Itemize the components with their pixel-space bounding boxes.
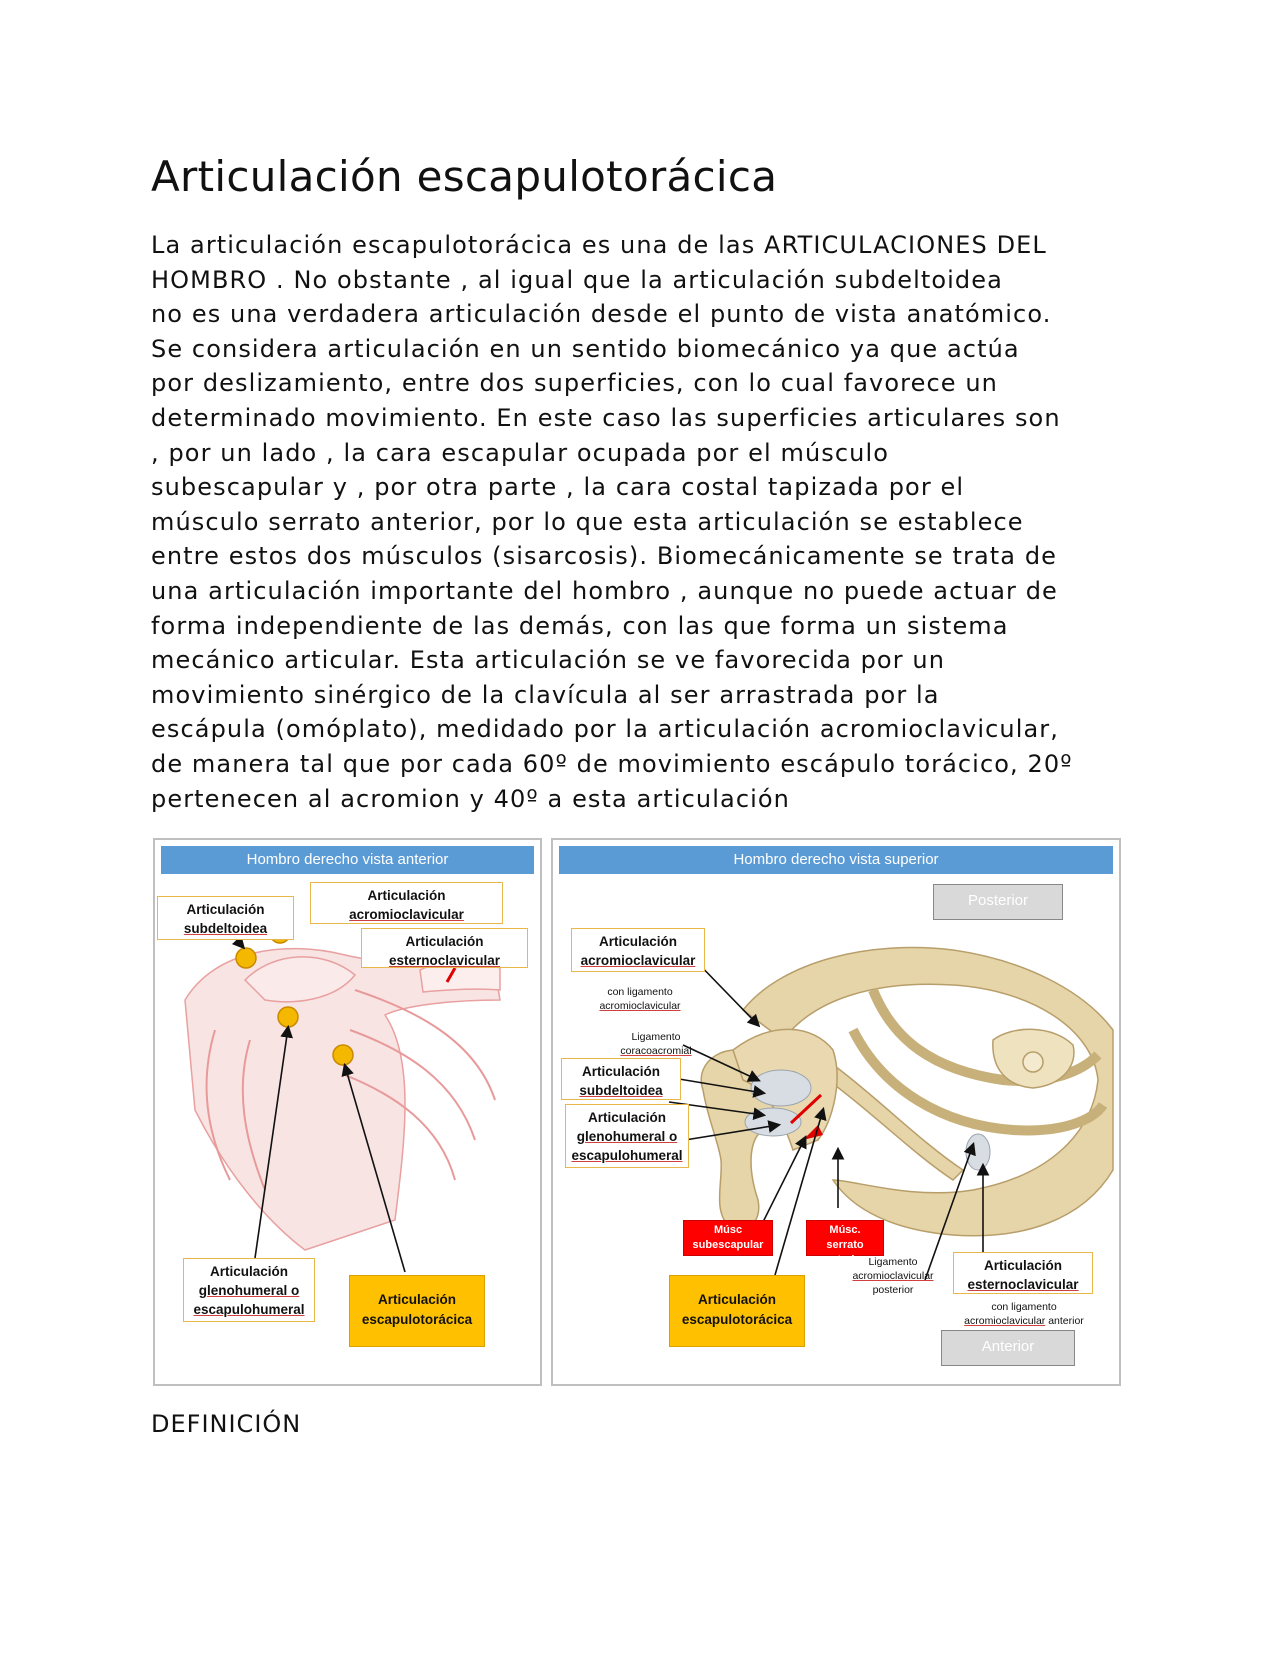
note-con-ligamento: con ligamento acromioclavicular xyxy=(599,986,681,1012)
paragraph-line: movimiento sinérgico de la clavícula al ser arrastrada por la xyxy=(151,680,940,709)
paragraph-line: no es una verdadera articulación desde el punto de vista anatómico. xyxy=(151,300,1052,329)
paragraph-line: La articulación escapulotorácica es una de las ARTICULACIONES DEL xyxy=(151,231,1047,259)
label-escapulotoracica: Articulación escapulotorácica xyxy=(349,1275,485,1347)
note-ligamento-posterior: Ligamento acromioclavicular posterior xyxy=(852,1256,934,1296)
figure-header: Hombro derecho vista anterior xyxy=(161,846,534,874)
note-con-ligamento-anterior: con ligamento acromioclavicular anterior xyxy=(964,1301,1084,1327)
page-title: Articulación escapulotorácica xyxy=(151,152,778,201)
paragraph-line: por deslizamiento, entre dos superficies, con lo cual favorece un xyxy=(151,369,998,398)
label-esternoclavicular: Articulación esternoclavicular xyxy=(361,928,528,968)
paragraph-line: Se considera articulación en un sentido biomecánico ya que actúa xyxy=(151,334,1020,363)
figure-header: Hombro derecho vista superior xyxy=(559,846,1113,874)
paragraph-line: mecánico articular. Esta articulación se ve favorecida por un xyxy=(151,646,946,675)
paragraph-line: subescapular y , por otra parte , la cara costal tapizada por el xyxy=(151,473,965,502)
label-esternoclavicular: Articulación esternoclavicular xyxy=(953,1252,1093,1294)
paragraph-line: HOMBRO . No obstante , al igual que la articulación subdeltoidea xyxy=(151,265,1003,294)
label-acromioclavicular: Articulación acromioclavicular xyxy=(571,928,705,972)
label-musc-serrato-anterior: Músc. serrato anterior xyxy=(806,1220,884,1256)
section-heading-definicion: DEFINICIÓN xyxy=(151,1410,302,1438)
paragraph-line: forma independiente de las demás, con las que forma un sistema xyxy=(151,611,1009,640)
paragraph-line: escápula (omóplato), medidado por la articulación acromioclavicular, xyxy=(151,715,1060,744)
note-ligamento-coracoacromial: Ligamento coracoacromial xyxy=(620,1031,692,1057)
label-glenohumeral: Articulación glenohumeral o escapulohumeral xyxy=(183,1258,315,1322)
paragraph-line: determinado movimiento. En este caso las superficies articulares son xyxy=(151,403,1061,432)
paragraph-line: entre estos dos músculos (sisarcosis). Biomecánicamente se trata de xyxy=(151,542,1058,571)
label-musc-subescapular: Músc subescapular xyxy=(683,1220,773,1256)
figure-anterior-view xyxy=(153,838,542,1386)
paragraph-line: de manera tal que por cada 60º de movimiento escápulo torácico, 20º xyxy=(151,749,1073,778)
label-posterior: Posterior xyxy=(933,884,1063,920)
label-glenohumeral: Articulación glenohumeral o escapulohumeral xyxy=(565,1104,689,1168)
paragraph-line: pertenecen al acromion y 40º a esta articulación xyxy=(151,784,790,813)
paragraph-line: una articulación importante del hombro , aunque no puede actuar de xyxy=(151,576,1058,605)
label-acromioclavicular: Articulación acromioclavicular xyxy=(310,882,503,924)
figure-superior-view xyxy=(551,838,1121,1386)
label-anterior: Anterior xyxy=(941,1330,1075,1366)
label-escapulotoracica: Articulación escapulotorácica xyxy=(669,1275,805,1347)
paragraph-line: músculo serrato anterior, por lo que esta articulación se establece xyxy=(151,507,1024,536)
paragraph-line: , por un lado , la cara escapular ocupada por el músculo xyxy=(151,438,890,467)
label-subdeltoidea: Articulación subdeltoidea xyxy=(561,1058,681,1100)
body-paragraph xyxy=(151,228,1141,816)
label-subdeltoidea: Articulación subdeltoidea xyxy=(157,896,294,940)
